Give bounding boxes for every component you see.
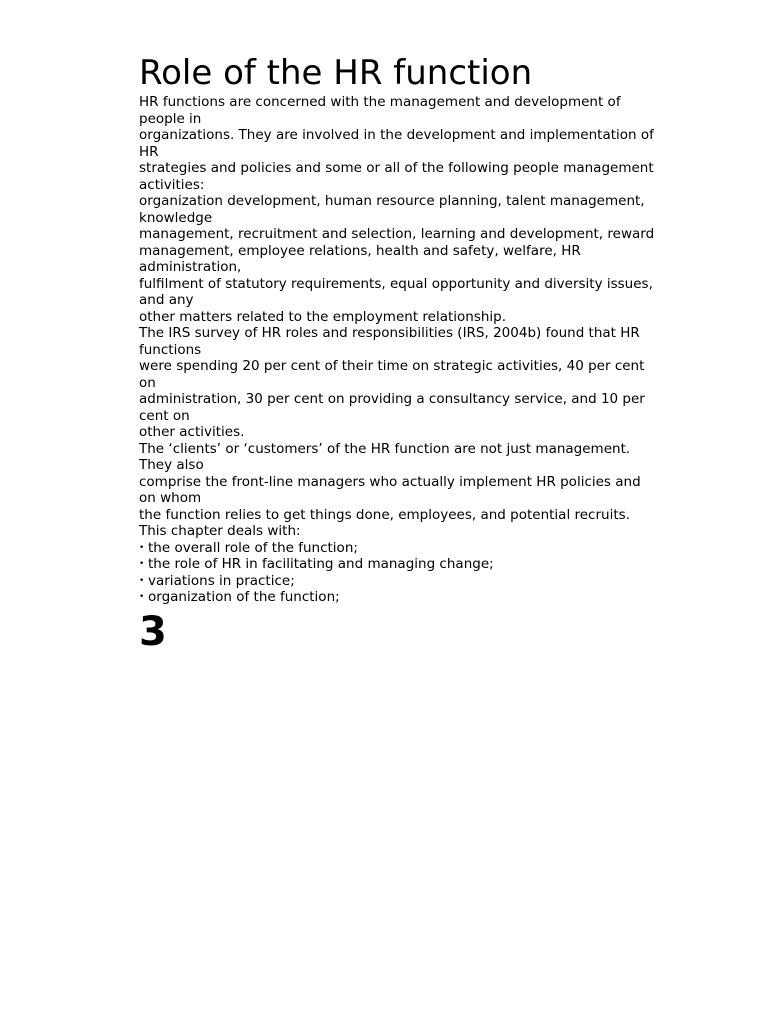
text-line: fulfilment of statutory requirements, equal opportunity and diversity issues, — [139, 275, 653, 292]
text-line: comprise the front-line managers who actually implement HR policies and — [139, 473, 641, 490]
text-line: on — [139, 374, 156, 391]
chapter-number: 3 — [139, 608, 167, 655]
text-line: strategies and policies and some or all of the following people management — [139, 160, 654, 176]
text-line: functions — [139, 341, 202, 358]
text-line: other activities. — [139, 424, 245, 440]
text-line: HR — [139, 143, 159, 160]
text-line: The ‘clients’ or ‘customers’ of the HR function are not just management. — [139, 440, 631, 457]
list-item — [139, 556, 679, 573]
bullet-icon: • — [139, 559, 145, 569]
text-line: organizations. They are involved in the development and implementation of — [139, 127, 654, 143]
document-page — [139, 52, 679, 656]
bullet-icon: • — [139, 542, 145, 553]
list-item — [139, 589, 679, 606]
text-line: administration, — [139, 259, 242, 275]
list-item-text: the overall role of the function; — [148, 539, 358, 556]
text-line: administration, 30 per cent on providing a consultancy service, and 10 per — [139, 391, 645, 407]
page-title: Role of the HR function — [139, 53, 533, 93]
text-line: the function relies to get things done, employees, and potential recruits. — [139, 506, 630, 523]
text-line: This chapter deals with: — [139, 523, 301, 539]
text-line: management, employee relations, health and safety, welfare, HR — [139, 242, 581, 259]
bullet-icon: • — [139, 592, 145, 602]
bullet-icon: • — [139, 575, 145, 586]
text-line: cent on — [139, 407, 190, 424]
text-line: and any — [139, 292, 194, 308]
text-line: on whom — [139, 490, 202, 506]
text-line: knowledge — [139, 209, 213, 226]
list-item-text: variations in practice; — [148, 572, 295, 589]
text-line: were spending 20 per cent of their time on strategic activities, 40 per cent — [139, 358, 645, 374]
text-line: other matters related to the employment relationship. — [139, 308, 507, 325]
text-line: people in — [139, 110, 202, 127]
text-line: The IRS survey of HR roles and responsibilities (IRS, 2004b) found that HR — [139, 325, 640, 341]
text-line: organization development, human resource planning, talent management, — [139, 193, 645, 209]
list-item-text: the role of HR in facilitating and managing change; — [148, 556, 494, 572]
text-line: They also — [139, 457, 204, 473]
body-text — [139, 94, 679, 540]
list-item-text: organization of the function; — [148, 589, 340, 605]
list-item — [139, 540, 679, 557]
bullet-list — [139, 540, 679, 606]
text-line: HR functions are concerned with the management and development of — [139, 94, 621, 110]
text-line: activities: — [139, 176, 205, 193]
list-item — [139, 573, 679, 590]
text-line: management, recruitment and selection, learning and development, reward — [139, 226, 655, 242]
